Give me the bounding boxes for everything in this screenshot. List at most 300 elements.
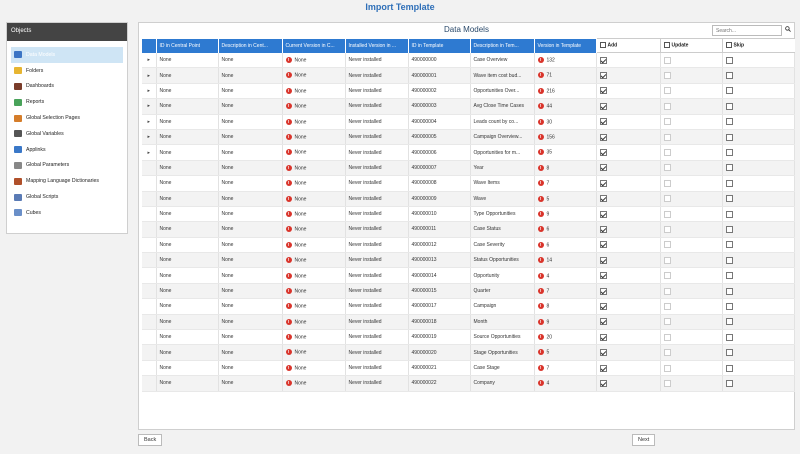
warning-icon: ! [538, 226, 544, 232]
skip-checkbox[interactable] [726, 211, 733, 218]
expand-arrow-icon[interactable]: ▸ [142, 145, 156, 160]
skip-checkbox[interactable] [726, 164, 733, 171]
cell-desc-tpl [470, 53, 534, 68]
cell-add [596, 253, 660, 268]
cell-add [596, 191, 660, 206]
column-header-add[interactable] [596, 39, 660, 53]
cell-text: None [221, 226, 234, 233]
cell-text: None [221, 164, 234, 171]
cell-text: 490000005 [411, 134, 437, 141]
cell-update [660, 237, 722, 252]
empty-cell [142, 314, 156, 329]
select-all-checkbox[interactable] [664, 42, 670, 48]
cell-ver-tpl [534, 283, 596, 298]
skip-checkbox[interactable] [726, 303, 733, 310]
cell-text: None [221, 318, 234, 325]
cell-desc-cp [218, 345, 282, 360]
cell-id-cp [156, 345, 218, 360]
cell-text: Case Severity [473, 241, 505, 248]
table-row[interactable] [142, 114, 794, 129]
cell-text: Wave item cost bud... [473, 72, 522, 79]
skip-checkbox[interactable] [726, 57, 733, 64]
sidebar-item-global-selection-pages[interactable] [11, 110, 123, 126]
cell-text: None [221, 334, 234, 341]
cell-ver-tpl [534, 206, 596, 221]
warning-icon: ! [538, 349, 544, 355]
table-row[interactable] [142, 360, 794, 375]
data-models-icon [14, 51, 22, 58]
cell-desc-cp [218, 330, 282, 345]
column-header-label: Current Version in C... [285, 42, 335, 49]
warning-icon: ! [286, 88, 292, 94]
add-checkbox[interactable] [600, 149, 607, 156]
cell-desc-cp [218, 83, 282, 98]
cell-installed [345, 376, 408, 391]
cell-text: 490000002 [411, 87, 437, 94]
expand-arrow-icon[interactable]: ▸ [142, 68, 156, 83]
cell-ver-tpl [534, 114, 596, 129]
cell-text: Wave Items [473, 180, 500, 187]
cell-add [596, 160, 660, 175]
warning-icon: ! [286, 257, 292, 263]
cell-ver-tpl [534, 145, 596, 160]
cell-text: None [159, 349, 172, 356]
update-checkbox [664, 365, 671, 372]
cell-update [660, 129, 722, 144]
add-checkbox[interactable] [600, 349, 607, 356]
warning-icon: ! [286, 273, 292, 279]
dashboard-icon [14, 83, 22, 90]
add-checkbox[interactable] [600, 334, 607, 341]
cell-text: Type Opportunities [473, 211, 516, 218]
cell-text: Never installed [348, 180, 382, 187]
table-row[interactable] [142, 314, 794, 329]
select-all-checkbox[interactable] [726, 42, 732, 48]
column-header-label: Installed Version in ... [348, 42, 397, 49]
skip-checkbox[interactable] [726, 87, 733, 94]
cell-text: 30 [546, 118, 553, 125]
sidebar-item-applinks[interactable] [11, 142, 123, 158]
expand-arrow-icon[interactable]: ▸ [142, 83, 156, 98]
add-checkbox[interactable] [600, 103, 607, 110]
cell-id-cp [156, 330, 218, 345]
add-checkbox[interactable] [600, 303, 607, 310]
cell-text: None [294, 303, 307, 310]
table-row[interactable] [142, 330, 794, 345]
cell-update [660, 268, 722, 283]
warning-icon: ! [538, 273, 544, 279]
cell-text: Case Status [473, 226, 501, 233]
table-row[interactable] [142, 345, 794, 360]
cell-text: None [159, 318, 172, 325]
sidebar-item-dashboards[interactable] [11, 79, 123, 95]
warning-icon: ! [538, 165, 544, 171]
empty-cell [142, 360, 156, 375]
cell-ver-tpl [534, 129, 596, 144]
cell-text: Never installed [348, 257, 382, 264]
cell-text: Status Opportunities [473, 257, 519, 264]
cell-text: Never installed [348, 134, 382, 141]
expand-arrow-icon[interactable]: ▸ [142, 53, 156, 68]
cell-text: 490000013 [411, 257, 437, 264]
sidebar-item-label: Cubes [26, 209, 41, 216]
sidebar-item-global-variables[interactable] [11, 126, 123, 142]
cell-skip [722, 376, 794, 391]
cell-installed [345, 191, 408, 206]
cell-text: None [221, 211, 234, 218]
add-checkbox[interactable] [600, 164, 607, 171]
cell-id-cp [156, 376, 218, 391]
cell-id-cp [156, 360, 218, 375]
cell-text: None [159, 164, 172, 171]
table-row[interactable] [142, 268, 794, 283]
cell-ver-tpl [534, 330, 596, 345]
cell-ver-tpl [534, 299, 596, 314]
cell-installed [345, 314, 408, 329]
update-checkbox [664, 103, 671, 110]
empty-cell [142, 330, 156, 345]
sidebar-item-cubes[interactable] [11, 205, 123, 221]
add-checkbox[interactable] [600, 195, 607, 202]
cell-text: 7 [546, 180, 550, 187]
skip-checkbox[interactable] [726, 288, 733, 295]
cell-update [660, 345, 722, 360]
warning-icon: ! [538, 319, 544, 325]
cell-skip [722, 145, 794, 160]
sidebar-item-global-scripts[interactable] [11, 189, 123, 205]
cell-desc-tpl [470, 283, 534, 298]
objects-header: Objects [7, 23, 127, 41]
cell-ver-tpl [534, 345, 596, 360]
cell-installed [345, 253, 408, 268]
cell-cur-ver [282, 345, 345, 360]
sidebar-item-reports[interactable] [11, 94, 123, 110]
cell-text: None [294, 365, 307, 372]
column-header-description-in-tem [470, 39, 534, 53]
add-checkbox[interactable] [600, 288, 607, 295]
add-checkbox[interactable] [600, 318, 607, 325]
next-button[interactable]: Next [632, 434, 655, 446]
column-header-version-in-template [534, 39, 596, 53]
cell-ver-tpl [534, 176, 596, 191]
cell-text: None [294, 334, 307, 341]
cell-text: Avg Close Time Cases [473, 103, 524, 110]
cell-id-tpl [408, 53, 470, 68]
add-checkbox[interactable] [600, 272, 607, 279]
cell-desc-tpl [470, 330, 534, 345]
cell-text: None [294, 242, 307, 249]
cell-cur-ver [282, 83, 345, 98]
warning-icon: ! [286, 103, 292, 109]
table-row[interactable] [142, 83, 794, 98]
cell-text: Company [473, 380, 495, 387]
cell-text: 9 [546, 211, 550, 218]
empty-cell [142, 176, 156, 191]
cell-desc-cp [218, 176, 282, 191]
sidebar-item-folders[interactable] [11, 63, 123, 79]
search-icon[interactable] [785, 26, 791, 32]
add-checkbox[interactable] [600, 118, 607, 125]
cell-add [596, 83, 660, 98]
cell-desc-tpl [470, 253, 534, 268]
warning-icon: ! [538, 180, 544, 186]
cell-desc-cp [218, 237, 282, 252]
cell-id-tpl [408, 176, 470, 191]
skip-checkbox[interactable] [726, 380, 733, 387]
column-header-id-in-template [408, 39, 470, 53]
table-row[interactable] [142, 53, 794, 68]
cell-update [660, 283, 722, 298]
cell-cur-ver [282, 253, 345, 268]
cell-text: None [294, 165, 307, 172]
cell-cur-ver [282, 191, 345, 206]
cell-text: None [159, 226, 172, 233]
add-checkbox[interactable] [600, 226, 607, 233]
skip-checkbox[interactable] [726, 72, 733, 79]
table-row[interactable] [142, 191, 794, 206]
cell-text: 5 [546, 195, 550, 202]
cell-id-cp [156, 145, 218, 160]
cell-add [596, 283, 660, 298]
cell-add [596, 68, 660, 83]
cell-desc-cp [218, 376, 282, 391]
skip-checkbox[interactable] [726, 241, 733, 248]
cell-text: None [159, 211, 172, 218]
cell-update [660, 314, 722, 329]
cell-text: Never installed [348, 318, 382, 325]
add-checkbox[interactable] [600, 87, 607, 94]
table-row[interactable] [142, 99, 794, 114]
skip-checkbox[interactable] [726, 226, 733, 233]
cell-text: 490000001 [411, 72, 437, 79]
cell-text: 490000012 [411, 241, 437, 248]
cell-id-tpl [408, 129, 470, 144]
cell-id-tpl [408, 283, 470, 298]
cell-text: 490000010 [411, 211, 437, 218]
column-header-label: ID in Central Point [159, 42, 201, 49]
expand-arrow-icon[interactable]: ▸ [142, 99, 156, 114]
add-checkbox[interactable] [600, 211, 607, 218]
cell-text: Case Overview [473, 56, 508, 63]
column-header-label: Description in Cent... [221, 42, 268, 49]
column-header-label: Version in Template [537, 42, 582, 49]
warning-icon: ! [286, 349, 292, 355]
applinks-icon [14, 146, 22, 153]
update-checkbox [664, 303, 671, 310]
cell-text: None [294, 349, 307, 356]
warning-icon: ! [538, 119, 544, 125]
warning-icon: ! [286, 180, 292, 186]
cell-text: 490000011 [411, 226, 437, 233]
cell-desc-cp [218, 114, 282, 129]
cell-installed [345, 299, 408, 314]
warning-icon: ! [538, 334, 544, 340]
cell-text: Quarter [473, 288, 491, 295]
warning-icon: ! [538, 380, 544, 386]
cell-id-tpl [408, 206, 470, 221]
cell-update [660, 68, 722, 83]
cell-skip [722, 53, 794, 68]
add-checkbox[interactable] [600, 380, 607, 387]
cell-text: 35 [546, 149, 553, 156]
table-row[interactable] [142, 376, 794, 391]
column-header-label: Skip [733, 42, 745, 49]
add-checkbox[interactable] [600, 241, 607, 248]
cell-skip [722, 360, 794, 375]
cell-text: None [159, 257, 172, 264]
back-button[interactable]: Back [138, 434, 162, 446]
cell-add [596, 129, 660, 144]
empty-cell [142, 237, 156, 252]
cell-text: None [221, 149, 234, 156]
table-row[interactable] [142, 299, 794, 314]
cell-text: Stage Opportunities [473, 349, 518, 356]
cell-ver-tpl [534, 314, 596, 329]
warning-icon: ! [538, 72, 544, 78]
table-row[interactable] [142, 68, 794, 83]
cell-skip [722, 222, 794, 237]
cell-text: None [294, 103, 307, 110]
skip-checkbox[interactable] [726, 257, 733, 264]
cell-text: Source Opportunities [473, 334, 521, 341]
cell-text: 490000014 [411, 272, 437, 279]
search-input[interactable] [712, 25, 782, 36]
skip-checkbox[interactable] [726, 103, 733, 110]
add-checkbox[interactable] [600, 57, 607, 64]
skip-checkbox[interactable] [726, 195, 733, 202]
warning-icon: ! [286, 149, 292, 155]
warning-icon: ! [538, 242, 544, 248]
cell-text: Never installed [348, 226, 382, 233]
cell-text: None [221, 87, 234, 94]
cell-installed [345, 330, 408, 345]
cell-add [596, 99, 660, 114]
table-row[interactable] [142, 160, 794, 175]
cell-add [596, 345, 660, 360]
table-row[interactable] [142, 253, 794, 268]
column-header-label: ID in Template [411, 42, 444, 49]
column-header-id-in-central-point [156, 39, 218, 53]
table-row[interactable] [142, 176, 794, 191]
cell-text: None [221, 72, 234, 79]
warning-icon: ! [286, 196, 292, 202]
add-checkbox[interactable] [600, 365, 607, 372]
skip-checkbox[interactable] [726, 272, 733, 279]
cell-id-cp [156, 68, 218, 83]
page-title: Import Template [365, 2, 435, 12]
cell-skip [722, 160, 794, 175]
expand-arrow-icon[interactable]: ▸ [142, 114, 156, 129]
cell-skip [722, 345, 794, 360]
sidebar-item-data-models[interactable] [11, 47, 123, 63]
warning-icon: ! [538, 103, 544, 109]
data-models-panel [138, 22, 795, 430]
selection-page-icon [14, 115, 22, 122]
expand-arrow-icon[interactable]: ▸ [142, 129, 156, 144]
cell-desc-cp [218, 360, 282, 375]
cell-cur-ver [282, 283, 345, 298]
add-checkbox[interactable] [600, 72, 607, 79]
skip-checkbox[interactable] [726, 334, 733, 341]
warning-icon: ! [538, 88, 544, 94]
cell-text: Leads count by co... [473, 118, 519, 125]
warning-icon: ! [286, 134, 292, 140]
cell-skip [722, 129, 794, 144]
cell-desc-tpl [470, 206, 534, 221]
cell-text: None [159, 87, 172, 94]
sidebar-item-global-parameters[interactable] [11, 158, 123, 174]
cell-text: None [159, 380, 172, 387]
warning-icon: ! [286, 226, 292, 232]
cell-text: 490000017 [411, 303, 437, 310]
cell-desc-cp [218, 299, 282, 314]
cell-text: Never installed [348, 334, 382, 341]
add-checkbox[interactable] [600, 134, 607, 141]
update-checkbox [664, 134, 671, 141]
table-row[interactable] [142, 222, 794, 237]
table-row[interactable] [142, 145, 794, 160]
cell-desc-cp [218, 160, 282, 175]
skip-checkbox[interactable] [726, 349, 733, 356]
skip-checkbox[interactable] [726, 180, 733, 187]
cell-text: None [294, 118, 307, 125]
cell-desc-tpl [470, 83, 534, 98]
skip-checkbox[interactable] [726, 365, 733, 372]
select-all-checkbox[interactable] [600, 42, 606, 48]
add-checkbox[interactable] [600, 180, 607, 187]
cell-text: None [159, 195, 172, 202]
skip-checkbox[interactable] [726, 149, 733, 156]
cell-update [660, 206, 722, 221]
sidebar-item-label: Folders [26, 67, 44, 74]
cell-desc-tpl [470, 191, 534, 206]
update-checkbox [664, 57, 671, 64]
cell-skip [722, 114, 794, 129]
report-icon [14, 99, 22, 106]
add-checkbox[interactable] [600, 257, 607, 264]
cell-text: Never installed [348, 349, 382, 356]
table-row[interactable] [142, 283, 794, 298]
cell-add [596, 376, 660, 391]
cell-text: 9 [546, 319, 550, 325]
cell-id-cp [156, 222, 218, 237]
cell-text: None [294, 134, 307, 141]
column-header-skip[interactable] [722, 39, 794, 53]
column-header-update[interactable] [660, 39, 722, 53]
cell-add [596, 237, 660, 252]
cell-installed [345, 206, 408, 221]
cell-id-cp [156, 176, 218, 191]
table-row[interactable] [142, 237, 794, 252]
cell-text: None [221, 134, 234, 141]
cell-add [596, 314, 660, 329]
skip-checkbox[interactable] [726, 318, 733, 325]
table-row[interactable] [142, 206, 794, 221]
cell-text: None [294, 180, 307, 187]
skip-checkbox[interactable] [726, 118, 733, 125]
skip-checkbox[interactable] [726, 134, 733, 141]
cell-text: 6 [546, 242, 550, 249]
cell-id-cp [156, 206, 218, 221]
cell-ver-tpl [534, 191, 596, 206]
cell-id-cp [156, 191, 218, 206]
table-row[interactable] [142, 129, 794, 144]
cell-text: None [159, 134, 172, 141]
warning-icon: ! [286, 319, 292, 325]
sidebar-item-mapping-language-dictionaries[interactable] [11, 173, 123, 189]
cell-text: None [294, 149, 307, 156]
update-checkbox [664, 241, 671, 248]
